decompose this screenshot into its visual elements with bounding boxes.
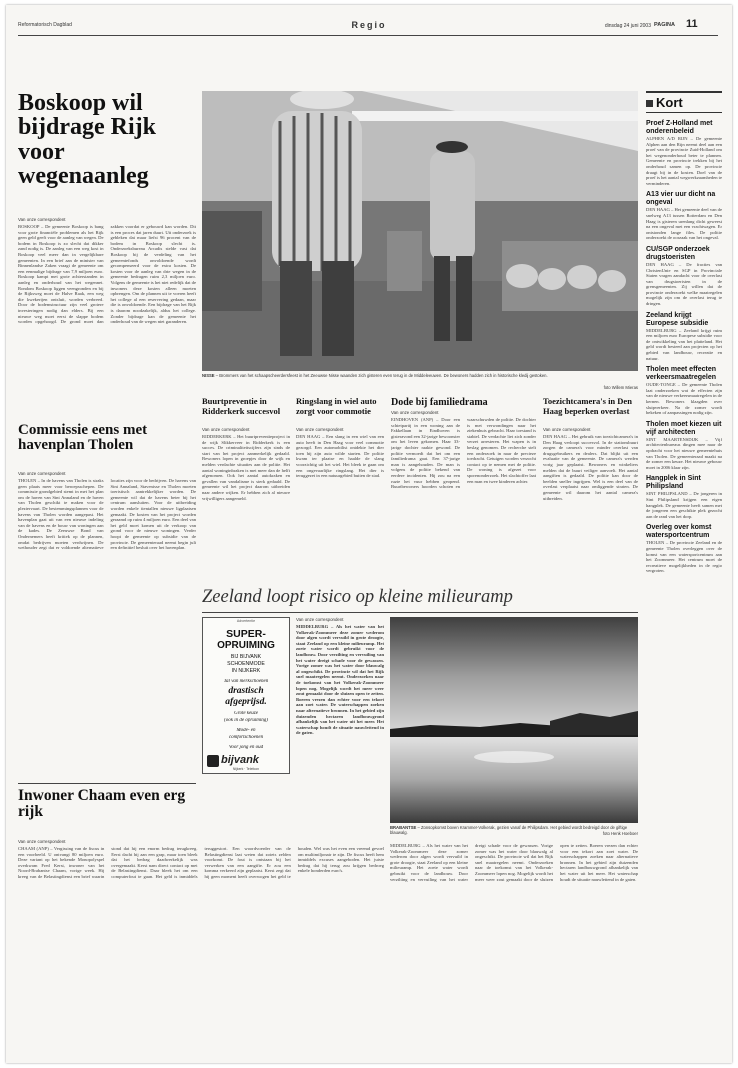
ad-line12: comfortschoenen	[228, 735, 264, 740]
ad-line13: Voor jong en oud	[228, 745, 264, 750]
ad-line2: OPRUIMING	[217, 640, 275, 651]
photo-image	[202, 91, 638, 371]
kort-item-title: A13 vier uur dicht na ongeval	[646, 191, 716, 207]
photo-image	[390, 617, 638, 823]
kort-item-body: MIDDELBURG – Zeeland krijgt ruim een miljoen euro Europese subsidie voor de ontwikkeling van het platteland. Het geld wordt besteed aan projecten op het gebied van landbouw, recreatie en natuur.	[646, 327, 722, 361]
photo2-caption: BRABANTSE – Zonsopkomst boven Krammer-Volkerak, gezien vanaf de Philipsdam. Het gebied wordt bedreigd door de giftige blauwalg.	[390, 825, 628, 835]
ad-line6: Tal van merkschoenen	[223, 679, 269, 684]
photo2-label: BRABANTSE	[390, 825, 417, 830]
article-zeeland-body: MIDDELBURG – Als het water van het Volkerak-Zoommeer deze zomer wederom door algen wordt vervuild in grote droogte, staat Zeeland op een kleine milieuramp. Het zoete water wordt gebruikt voor de landbouw. Door verzilting en vervuiling van het water dreigt schade voor de gewassen. Vorige zomer was het water door blauwalg al ongeschikt. De provincie wil dat het Rijk snel maatregelen neemt. Onderzoeken naar de toekomst van het Volkerak-Zoommeer lopen nog. Mogelijk wordt het meer weer zout gemaakt door de sluizen open te zetten. Boeren vrezen dan echter voor een tekort aan zoet water. De waterschappen zoeken naar alternatieve bronnen. In het gebied zijn duizenden hectaren landbouwgrond afhankelijk van het water uit het meer. Het waterschap houdt de situatie nauwlettend in de gaten.	[296, 624, 384, 736]
kort-item	[646, 475, 722, 519]
photo1-caption: NISSE – Brommers van het schaapscheerdersfeest in het Zeeuwse Nisse waanden zich gisteren even terug in de Middeleeuwen. De bewoners hadden zich in historische kledij gestoken.	[202, 373, 548, 378]
article-tholen-headline: Commissie eens met havenplan Tholen	[18, 423, 148, 454]
kort-item	[646, 366, 722, 416]
byline: Van onze correspondent	[391, 410, 439, 415]
byline: Van onze correspondent	[202, 427, 250, 432]
article-ringslang-body: DEN HAAG – Een slang in een wiel van een auto heeft in Den Haag voor veel commotie gezorgd. Een automobilist ontdekte het dier toen hij zijn auto wilde starten. De politie kwam ter plaatse en haalde de slang voorzichtig uit het wiel. Het bleek te gaan om een ongevaarlijke ringslang. Het dier is teruggezet in een natuurgebied buiten de stad.	[296, 434, 384, 479]
ad-line9: Grote keuze	[234, 711, 258, 716]
byline: Van onze correspondent	[18, 839, 66, 844]
byline: Van onze correspondent	[18, 217, 66, 222]
kort-item	[646, 421, 722, 471]
article-tholen-body: THOLEN – In de havens van Tholen is straks geen plaats meer voor beroepsschepen. De commissie grondgebied stemt in met het plan om de haven van Sint Annaland en de haven van Tholen geschikt te maken voor de pleziervaart. De bestemmingsplannen voor de havens van Tholen worden aangepast. Het havenplan gaat uit van een nieuwe indeling van de havens en de bouw van woningen aan de kades. De Zeeuwse Bond van Ondernemers heeft kritiek op de plannen, omdat bedrijven moeten verdwijnen. De wethouder zegt dat er voldoende alternatieve locaties zijn voor de bedrijven. De havens van Sint Annaland, Stavenisse en Tholen moeten toeristisch aantrekkelijker worden. De gemeente wil dat de havens beter bij het centrum aansluiten. Voor de uitbreiding worden enkele tientallen nieuwe ligplaatsen gemaakt. De kosten van het project worden geraamd op ruim 4 miljoen euro. Een deel van het geld moet komen uit de verkoop van grond voor de nieuwe woningen. Verder hoopt de gemeente op subsidie van de provincie. De gemeenteraad neemt begin juli een definitief besluit over het havenplan.	[18, 478, 196, 551]
square-bullet-icon	[646, 100, 653, 107]
article-camera-headline: Toezichtcamera's in Den Haag beperken overlast	[543, 397, 632, 416]
article-ridderkerk-body: RIDDERKERK – Het buurtpreventieproject in de wijk Slikkerveer in Ridderkerk is een succes. De criminaliteitscijfers zijn sinds de start van het project aanmerkelijk gedaald. Bewoners lopen in groepjes door de wijk en melden verdachte situaties aan de politie. Het aantal woninginbraken is met meer dan de helft afgenomen. Ook het aantal autokraken en gevallen van vandalisme is sterk gedaald. De gemeente wil het project daarom uitbreiden naar andere wijken. Er hebben zich al nieuwe vrijwilligers aangemeld.	[202, 434, 290, 501]
photo-sheep-shearing	[202, 91, 638, 371]
ad-label: Advertentie	[236, 619, 256, 623]
article-tholen	[18, 471, 196, 769]
newspaper-page	[6, 5, 732, 1063]
article-boskoop-headline: Boskoop wil bijdrage Rijk voor wegenaanleg	[18, 91, 156, 190]
page-label: PAGINA	[654, 22, 675, 28]
kort-item	[646, 312, 722, 362]
ad-line1: SUPER-	[226, 628, 266, 640]
kort-item-title: Overleg over komst watersportcentrum	[646, 524, 712, 540]
page-date: dinsdag 24 juni 2003	[604, 23, 651, 29]
kort-item-title: Proef Z-Holland met onderenbeleid	[646, 120, 713, 135]
photo1-credit: foto Willem Mieras	[603, 385, 638, 390]
article-chaam	[18, 839, 384, 1059]
byline: Van onze correspondent	[18, 471, 66, 476]
photo1-label: NISSE	[202, 373, 215, 378]
advertisement-bijvank	[202, 617, 290, 774]
article-boskoop-body: BOSKOOP – De gemeente Boskoop is bang voor grote financiële problemen als het Rijk geen geld geeft voor de aanleg van wegen. De bodem in Boskoop is zo slecht dat dikker zand nodig is. De aanleg van een weg kost in Boskoop veel meer dan in vergelijkbare gemeenten. In een brief aan de minister van Binnenlandse Zaken vraagt de gemeente om een eenmalige bijdrage van 7,9 miljoen euro. Boskoop kampt met grote achterstanden in aanleg en onderhoud van het wegennet. Rondom Boskoop liggen veengronden en bij de Rijksweg moet de Halve Raak, een weg die kwekerijen ontsluit, worden verbreed. Door de bodemstructuur zijn veel grotere investeringen nodig dan elders. Bij een nieuwe weg moet eerst de slappe bodem worden opgehoogd. De grond moet dan zakken voordat er gebouwd kan worden. Dit is een proces dat jaren duurt. Uit onderzoek is gebleken dat maar liefst 96 procent van de bodem in Boskoop slecht is. Onderzoeksbureau Arcadis stelde vast dat Boskoop bij de verdeling van het gemeentefonds onvoldoende wordt gecompenseerd voor de extra kosten. De kosten voor de aanleg van drie wegen in de gemeente bedragen ruim 2,3 miljoen euro. Volgens de gemeente is het niet redelijk dat de inwoners deze kosten alleen moeten opbrengen. Om de plannen uit te voeren heeft het college al een reservering gedaan, maar die is onvoldoende. Een bijdrage van het Rijk is daarom noodzakelijk, aldus het college. Zonder bijdrage kan de gemeente het onderhoud van de wegen niet garanderen.	[18, 224, 196, 325]
ad-line8: afgeprijsd.	[225, 697, 267, 707]
kort-list	[646, 115, 722, 1059]
article-camera	[543, 397, 638, 585]
article-chaam-headline: Inwoner Chaam even erg rijk	[18, 788, 186, 820]
photo2-caption-text: Zonsopkomst boven Krammer-Volkerak, gezien vanaf de Philipsdam. Het gebied wordt bedreigd door de giftige blauwalg.	[390, 825, 628, 835]
kort-item-title: Tholen moet kiezen uit vijf architecten	[646, 420, 722, 436]
kort-item	[646, 524, 722, 574]
article-familiedrama-headline: Dode bij familiedrama	[391, 397, 488, 408]
page-number: 11	[686, 18, 698, 30]
article-ringslang	[296, 397, 384, 585]
kort-item-body: DEN HAAG – Het gemeente deel van de snelweg A13 tussen Rotterdam en Den Haag is gisteren urenlang dicht geweest na een ongeval met een vrachtwagen. Er ontstonden lange files. De politie onderzoekt de oorzaak van het ongeval.	[646, 207, 722, 241]
kort-item-title: Zeeland krijgt Europese subsidie	[646, 311, 709, 327]
article-chaam-body: CHAAM (ANP) – Vergissing van de fiscus in een voorbeeld. U ontvangt 80 miljoen euro. Deze variant op het bekende Monopolyspel overkwam Fred Kerst, inwoner van het Noord-Brabantse Chaam, vorige week. Hij kreeg van de Belastingdienst een brief waarin stond dat hij een enorm bedrag terugkreeg. Eerst dacht hij aan een grap, maar toen bleek dat het bedrag daadwerkelijk was overgemaakt. Kerst nam direct contact op met de Belastingdienst. Daar bleek het om een computerfout te gaan. Het geld is inmiddels teruggestort. Een woordvoerder van de Belastingdienst laat weten dat zoiets zelden voorkomt. De fout is ontstaan bij het verwerken van een aangifte. Er zou een komma verkeerd zijn geplaatst. Kerst zegt dat hij geen moment heeft overwogen het geld te houden. Wel was het even een vreemd gevoel om multimiljonair te zijn. De fiscus heeft hem inmiddels excuses aangeboden. Het juiste bedrag dat hij terug zou krijgen bedroeg enkele honderden euro's.	[18, 846, 384, 879]
article-zeeland-headline: Zeeland loopt risico op kleine milieuramp	[202, 587, 513, 607]
photo2-credit: foto Henk Hoeboer	[602, 831, 638, 836]
byline: Van onze correspondent	[296, 427, 344, 432]
article-familiedrama-body: EINDHOVEN (ANP) – Door een schietpartij in een woning aan de Fakkellaan in Eindhoven is gisteravond een 32-jarige bewoonster om het leven gekomen. Haar 33-jarige dochter raakte gewond. De politie vermoedt dat het om een familiedrama gaat. Een 37-jarige man is aangehouden. De man is volgens de politie bekend van eerdere incidenten. Hij zou na een ruzie het vuur hebben geopend. Buurtbewoners hoorden schoten en waarschuwden de politie. De dochter is met verwondingen naar het ziekenhuis gebracht. Haar toestand is stabiel. De verdachte liet zich zonder verzet arresteren. Het wapen is in beslag genomen. De recherche stelt een onderzoek in naar de precieze toedracht. Getuigen worden verzocht contact op te nemen met de politie. De woning is afgezet voor sporenonderzoek. Het slachtoffer laat een man en twee kinderen achter.	[391, 417, 536, 490]
article-camera-body: DEN HAAG – Het gebruik van toezichtcamera's in Den Haag verloopt succesvol. In de stationsbuurt zorgen de camera's voor minder overlast van drugsgebruikers en dealers. Dat blijkt uit een evaluatie van de gemeente. De camera's werden vorig jaar geplaatst. Bewoners en winkeliers melden dat de buurt veiliger aanvoelt. Het aantal aangiften is gedaald. De politie kan door de beelden sneller ingrijpen. Wel is een deel van de overlast verplaatst naar omliggende straten. De gemeente wil daarom het aantal camera's uitbreiden.	[543, 434, 638, 501]
paper-name: Reformatorisch Dagblad	[18, 22, 72, 28]
kort-item	[646, 246, 722, 307]
kort-item	[646, 120, 722, 186]
ad-footer: Nijkerk · Telefoon	[232, 767, 260, 771]
byline: Van onze correspondent	[543, 427, 591, 432]
header-rule	[18, 35, 718, 36]
photo-volkerak-sunrise	[390, 617, 638, 823]
article-ridderkerk	[202, 397, 290, 585]
ad-line5: IN NIJKERK	[231, 668, 261, 674]
kort-title: Kort	[656, 95, 683, 110]
bijvank-logo-icon	[207, 755, 219, 767]
kort-item-body: THOLEN – De provincie Zeeland en de gemeente Tholen overleggen over de komst van een watersportcentrum aan het Zoommeer. Het centrum moet de recreatieve mogelijkheden in de regio vergroten.	[646, 540, 722, 574]
article-zeeland-continued	[390, 843, 638, 1059]
ad-line4: SCHOENMODE	[227, 661, 265, 667]
kort-item	[646, 191, 722, 241]
chaam-rule	[18, 783, 196, 784]
article-zeeland	[296, 617, 384, 773]
kort-header	[646, 91, 722, 113]
zeeland-rule	[202, 612, 638, 613]
ad-line10: (ook in de opruiming)	[224, 718, 268, 723]
kort-item-body: DEN HAAG – De fracties van ChristenUnie en SGP in Provinciale Staten vragen aandacht voor de overlast van drugstoeristen in de grensgemeenten. Zij willen dat de provincie onderzoekt welke maatregelen mogelijk zijn om de overlast terug te dringen.	[646, 261, 722, 307]
kort-item-title: Hangplek in Sint Philipsland	[646, 475, 701, 491]
byline: Van onze correspondent	[296, 617, 344, 622]
kort-item-body: SINT MAARTENSDIJK – Vijf architectenbureaus dingen mee naar de opdracht voor het nieuwe gemeentehuis van Tholen. De gemeenteraad maakt na de zomer een keuze. Het nieuwe gebouw moet in 2006 klaar zijn.	[646, 436, 722, 470]
ad-line3: BIJ BIJVANK	[230, 654, 262, 660]
kort-item-body: OUDE-TONGE – De gemeente Tholen laat onderzoeken wat de effecten zijn van de nieuwe verkeersmaatregelen in de kernen. Bewoners klaagden over sluipverkeer. Na de zomer wordt bekeken of aanpassingen nodig zijn.	[646, 382, 722, 416]
kort-item-body: SINT PHILIPSLAND – De jongeren in Sint Philipsland krijgen een eigen hangplek. De gemeente heeft samen met de jongeren een geschikte plek gezocht aan de rand van het dorp.	[646, 491, 722, 519]
article-ringslang-headline: Ringslang in wiel auto zorgt voor commotie	[296, 397, 377, 416]
photo1-caption-text: Brommers van het schaapscheerdersfeest in het Zeeuwse Nisse waanden zich gisteren even terug in de Middeleeuwen. De bewoners hadden zich in historische kledij gestoken.	[219, 373, 548, 378]
article-zeeland-body-continued: MIDDELBURG – Als het water van het Volkerak-Zoommeer deze zomer wederom door algen wordt vervuild in grote droogte, staat Zeeland op een kleine milieuramp. Het zoete water wordt gebruikt voor de landbouw. Door verzilting en vervuiling van het water dreigt schade voor de gewassen. Vorige zomer was het water door blauwalg al ongeschikt. De provincie wil dat het Rijk snel maatregelen neemt. Onderzoeken naar de toekomst van het Volkerak-Zoommeer lopen nog. Mogelijk wordt het meer weer zout gemaakt door de sluizen open te zetten. Boeren vrezen dan echter voor een tekort aan zoet water. De waterschappen zoeken naar alternatieve bronnen. In het gebied zijn duizenden hectaren landbouwgrond afhankelijk van het water uit het meer. Het waterschap houdt de situatie nauwlettend in de gaten.	[390, 843, 638, 882]
article-ridderkerk-headline: Buurtpreventie in Ridderkerk succesvol	[202, 397, 281, 416]
kort-item-title: Tholen meet effecten verkeersmaatregelen	[646, 366, 717, 382]
kort-item-body: ALPHEN A/D RIJN – De gemeente Alphen aan den Rijn neemt deel aan een proef van de provincie Zuid-Holland om het wegenonderhoud beter te plannen. Gemeente en provincie trekken bij het onderhoud samen op. De provincie draagt bij in de kosten. Doel van de proef is het aantal wegwerkzaamheden te verminderen.	[646, 136, 722, 186]
article-boskoop	[18, 217, 196, 417]
ad-logo-text: bijvank	[221, 754, 259, 766]
kort-item-title: CU/SGP onderzoek drugstoeristen	[646, 245, 710, 261]
section-title: Regio	[351, 20, 387, 30]
ad-line7: drastisch	[228, 686, 264, 696]
article-familiedrama	[391, 397, 536, 585]
ad-line11: Mode- en	[236, 728, 256, 733]
